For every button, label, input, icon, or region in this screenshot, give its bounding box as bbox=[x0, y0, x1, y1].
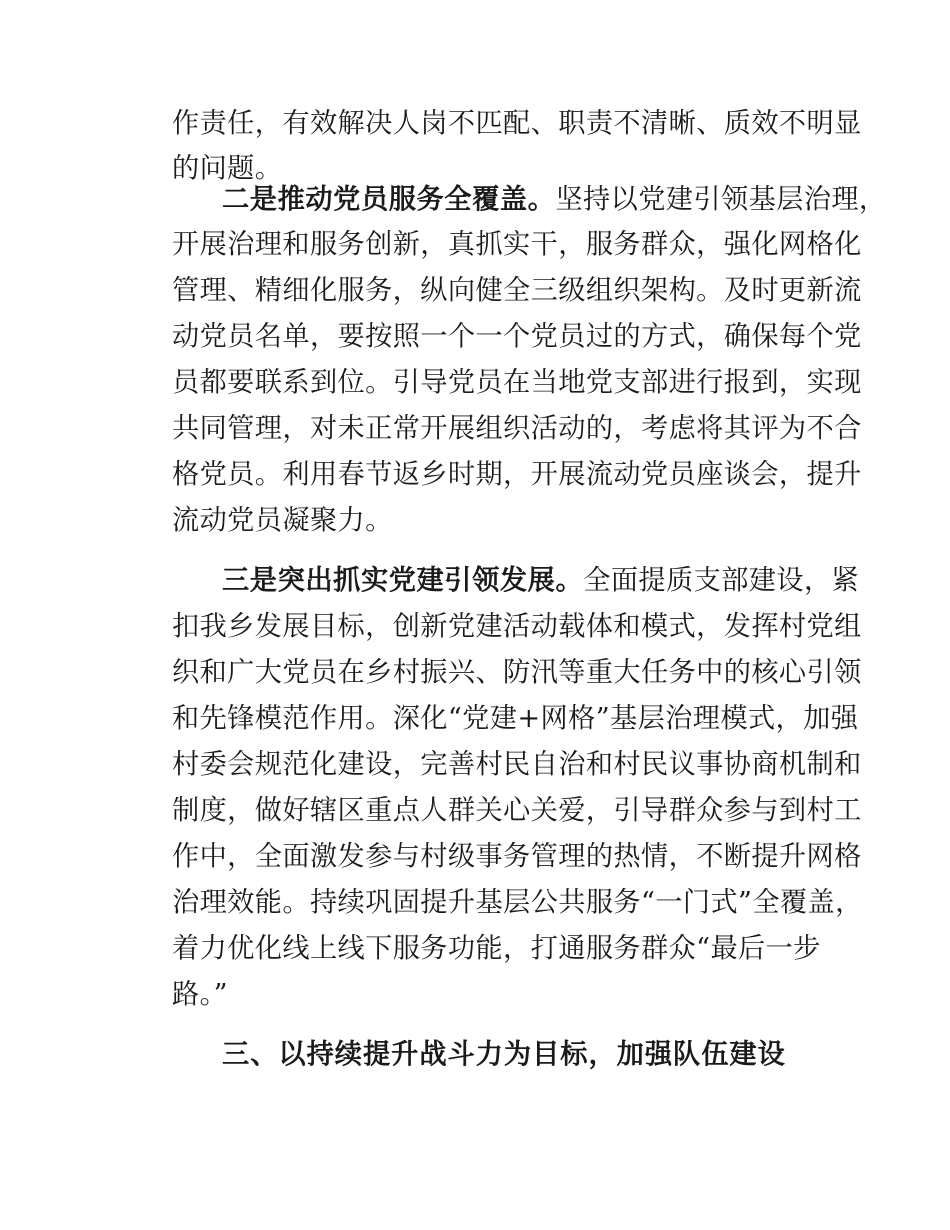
text-line: 流动党员凝聚力。 bbox=[172, 505, 393, 536]
text-line: 格党员。利用春节返乡时期，开展流动党员座谈会，提升 bbox=[172, 459, 862, 490]
text-line: 织和广大党员在乡村振兴、防汛等重大任务中的核心引领 bbox=[172, 657, 862, 688]
paragraph-first-line bbox=[222, 184, 887, 216]
paragraph-text: 全面提质支部建设，紧 bbox=[583, 565, 860, 596]
text-line: 治理效能。持续巩固提升基层公共服务“一门式”全覆盖， bbox=[172, 887, 863, 918]
text-line: 员都要联系到位。引导党员在当地党支部进行报到，实现 bbox=[172, 367, 862, 398]
text-line: 的问题。 bbox=[172, 153, 283, 184]
paragraph-first-line bbox=[222, 565, 859, 597]
paragraph-lead-bold: 二是推动党员服务全覆盖。 bbox=[222, 184, 556, 215]
text-line: 村委会规范化建设，完善村民自治和村民议事协商机制和 bbox=[172, 749, 862, 780]
text-line: 共同管理，对未正常开展组织活动的，考虑将其评为不合 bbox=[172, 413, 862, 444]
text-line: 和先锋模范作用。深化“党建+网格”基层治理模式，加强 bbox=[172, 703, 859, 734]
text-line: 扣我乡发展目标，创新党建活动载体和模式，发挥村党组 bbox=[172, 611, 862, 642]
text-line: 作责任，有效解决人岗不匹配、职责不清晰、质效不明显 bbox=[172, 108, 862, 139]
text-line: 着力优化线上线下服务功能，打通服务群众“最后一步 bbox=[172, 933, 821, 964]
text-line: 管理、精细化服务，纵向健全三级组织架构。及时更新流 bbox=[172, 275, 862, 306]
text-line: 开展治理和服务创新，真抓实干，服务群众，强化网格化 bbox=[172, 229, 862, 260]
text-line: 动党员名单，要按照一个一个党员过的方式，确保每个党 bbox=[172, 321, 862, 352]
paragraph-lead-bold: 三是突出抓实党建引领发展。 bbox=[222, 565, 584, 596]
paragraph-text: 坚持以党建引领基层治理， bbox=[555, 184, 887, 215]
text-line: 制度，做好辖区重点人群关心关爱，引导群众参与到村工 bbox=[172, 795, 862, 826]
text-line: 作中，全面激发参与村级事务管理的热情，不断提升网格 bbox=[172, 841, 862, 872]
section-heading: 三、以持续提升战斗力为目标，加强队伍建设 bbox=[222, 1039, 786, 1070]
text-line: 路。” bbox=[172, 979, 228, 1010]
